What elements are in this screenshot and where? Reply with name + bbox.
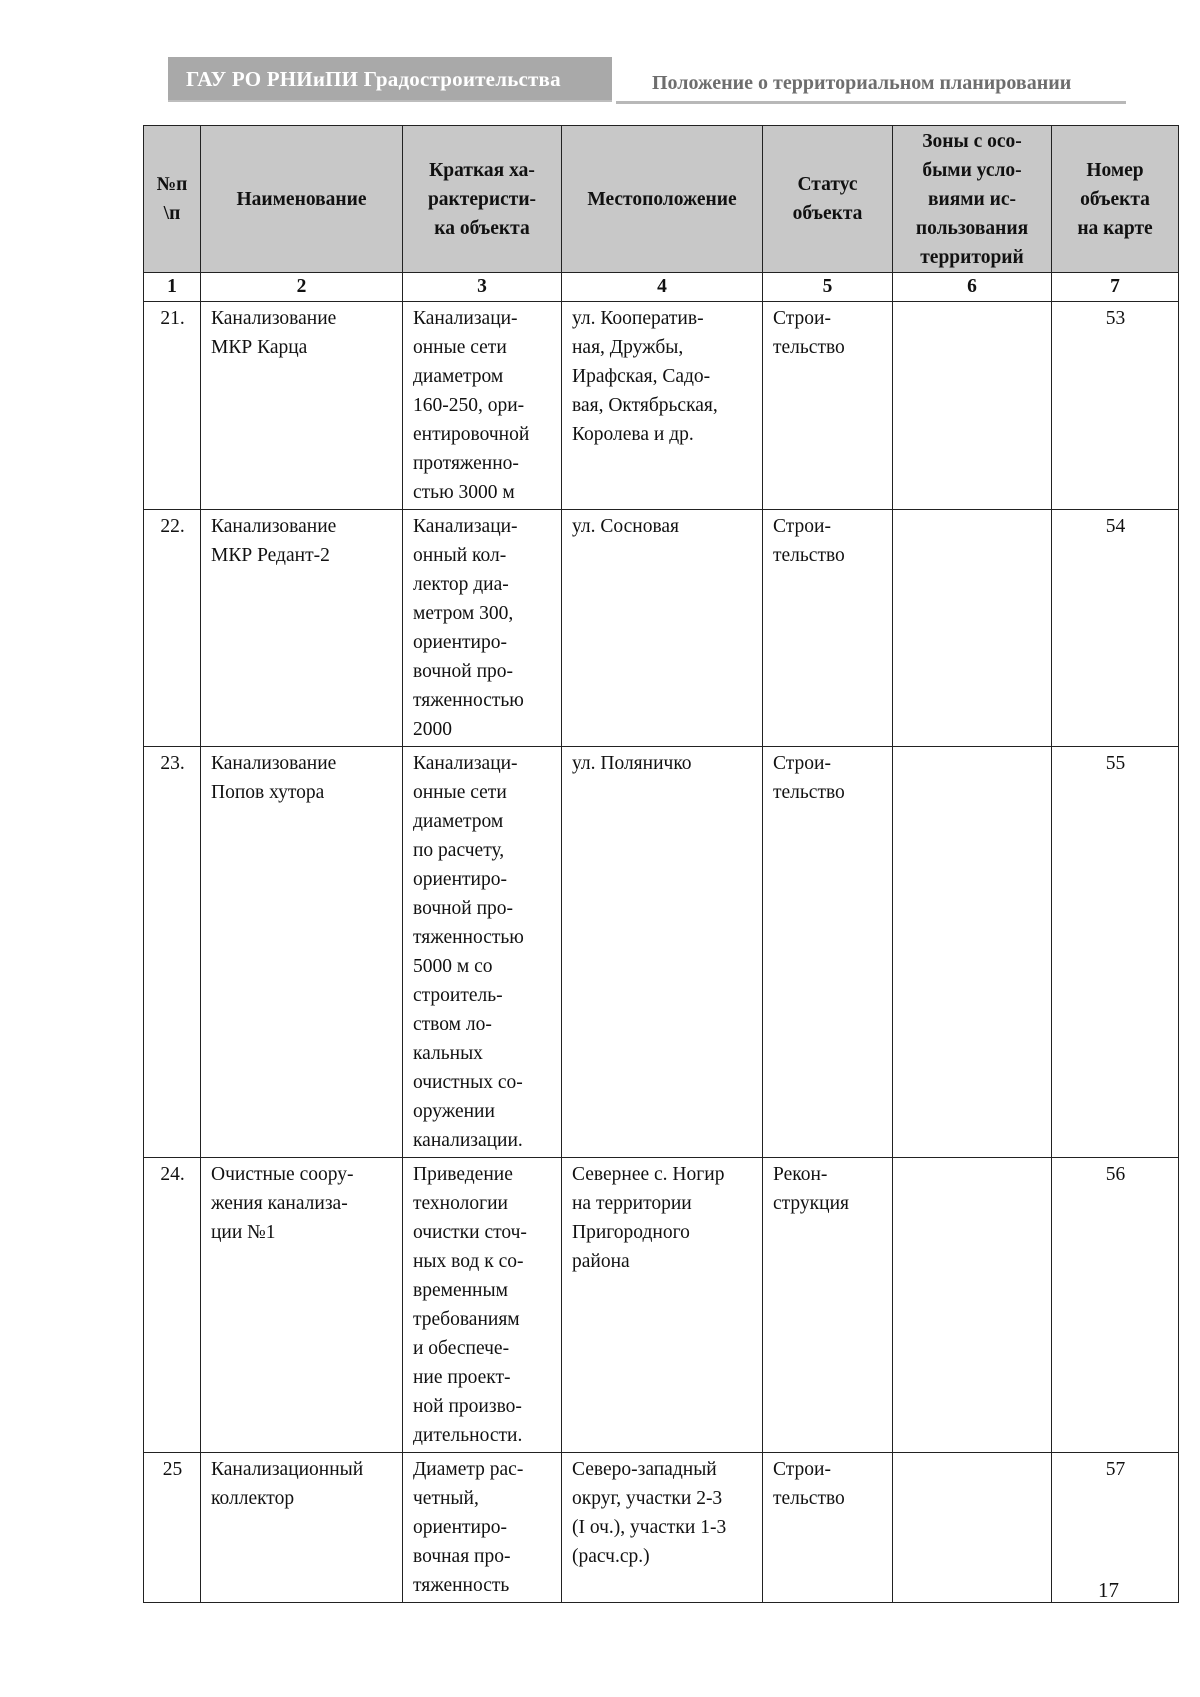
column-number: 6 [893, 273, 1052, 302]
object-name: Канализование Попов хутора [201, 747, 403, 1158]
table-row [144, 302, 1179, 510]
objects-table [143, 125, 1179, 1603]
object-map-number: 54 [1052, 510, 1179, 747]
column-header-name: Наименование [201, 126, 403, 273]
table-header-row [144, 126, 1179, 273]
object-map-number: 53 [1052, 302, 1179, 510]
object-map-number: 55 [1052, 747, 1179, 1158]
object-description: Канализаци- онные сети диаметром 160-250, ори- ентировочной протяженно- стью 3000 м [403, 302, 562, 510]
object-description: Канализаци- онные сети диаметром по расчету, ориентиро- вочной про- тяженностью 5000 м со строитель- ством ло- кальных очистных со- оружении канализации. [403, 747, 562, 1158]
row-number: 24. [144, 1158, 201, 1453]
document-title-header: Положение о территориальном планировании [652, 72, 1072, 94]
column-number: 4 [562, 273, 763, 302]
object-zones [893, 1158, 1052, 1453]
organization-header: ГАУ РО РНИиПИ Градостроительства [168, 57, 612, 101]
object-status: Строи- тельство [763, 302, 893, 510]
object-map-number: 57 [1052, 1453, 1179, 1603]
object-zones [893, 747, 1052, 1158]
object-location: Севернее с. Ногир на территории Пригородного района [562, 1158, 763, 1453]
object-map-number: 56 [1052, 1158, 1179, 1453]
object-description: Канализаци- онный кол- лектор диа- метром 300, ориентиро- вочной про- тяженностью 2000 [403, 510, 562, 747]
object-location: ул. Кооператив- ная, Дружбы, Ирафская, Садо- вая, Октябрьская, Королева и др. [562, 302, 763, 510]
column-number: 7 [1052, 273, 1179, 302]
row-number: 21. [144, 302, 201, 510]
object-name: Канализационный коллектор [201, 1453, 403, 1603]
object-name: Очистные соору- жения канализа- ции №1 [201, 1158, 403, 1453]
column-header-location: Местоположение [562, 126, 763, 273]
object-location: ул. Поляничко [562, 747, 763, 1158]
column-header-number: №п \п [144, 126, 201, 273]
column-header-map-number: Номер объекта на карте [1052, 126, 1179, 273]
table-row [144, 1158, 1179, 1453]
object-description: Диаметр рас- четный, ориентиро- вочная про- тяженность [403, 1453, 562, 1603]
header-divider-right [616, 101, 1126, 104]
table-row [144, 1453, 1179, 1603]
column-number: 5 [763, 273, 893, 302]
table-row [144, 510, 1179, 747]
page-number: 17 [1098, 1578, 1119, 1602]
column-header-status: Статус объекта [763, 126, 893, 273]
column-number: 3 [403, 273, 562, 302]
row-number: 25 [144, 1453, 201, 1603]
row-number: 23. [144, 747, 201, 1158]
column-header-zones: Зоны с осо- быми усло- виями ис- пользования территорий [893, 126, 1052, 273]
object-status: Рекон- струкция [763, 1158, 893, 1453]
row-number: 22. [144, 510, 201, 747]
object-status: Строи- тельство [763, 1453, 893, 1603]
column-header-description: Краткая ха- рактеристи- ка объекта [403, 126, 562, 273]
object-location: Северо-западный округ, участки 2-3 (I оч.), участки 1-3 (расч.ср.) [562, 1453, 763, 1603]
table-row [144, 747, 1179, 1158]
column-number-row [144, 273, 1179, 302]
object-zones [893, 510, 1052, 747]
object-zones [893, 302, 1052, 510]
column-number: 2 [201, 273, 403, 302]
object-description: Приведение технологии очистки сточ- ных вод к со- временным требованиям и обеспече- ние проект- ной произво- дительности. [403, 1158, 562, 1453]
header-divider-left [168, 100, 612, 102]
object-name: Канализование МКР Редант-2 [201, 510, 403, 747]
object-location: ул. Сосновая [562, 510, 763, 747]
column-number: 1 [144, 273, 201, 302]
object-status: Строи- тельство [763, 747, 893, 1158]
object-status: Строи- тельство [763, 510, 893, 747]
object-name: Канализование МКР Карца [201, 302, 403, 510]
object-zones [893, 1453, 1052, 1603]
